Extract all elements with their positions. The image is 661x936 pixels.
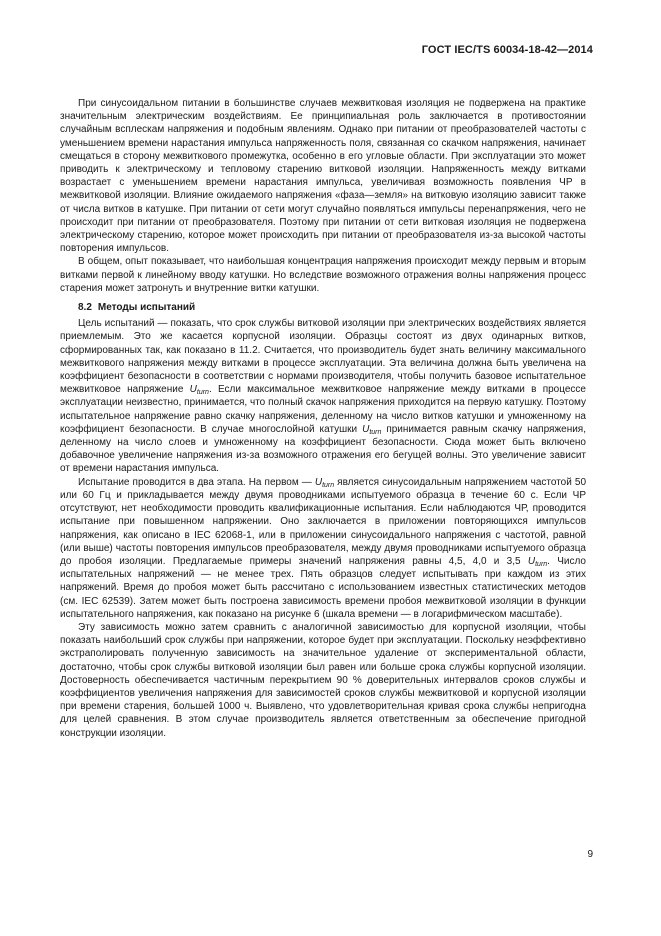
text-run: Испытание проводится в два этапа. На первом — bbox=[78, 476, 315, 488]
symbol-subscript: turn bbox=[322, 481, 335, 489]
text-run: является синусоидальным напряжением частотой 50 или 60 Гц и прикладывается между двумя проводниками испытуемого образца в течение 60 с. Если ЧР отсутствуют, нет необходимости проводить квалификационные испытания. Если наблюдаются ЧР, проводится испытание при повышенном напряжении. Оно заключается в приложении повторяющихся импульсов напряжения, как описано в IEC 62068-1, или в приложении синусоидального напряжения с частотой, равной (или выше) частоты повторения импульсов преобразователя, между двумя проводниками испытуемого образца до пробоя изоляции. Предлагаемые примеры значений напряжения равны 4,5, 4,0 и 3,5 bbox=[60, 476, 587, 567]
text-run: . Число испытательных напряжений — не менее трех. Пять образцов следует испытывать при каждом из этих напряжений. Время до пробоя может быть рассчитано с использованием известных статистических методов (см. IEC 62539). Затем может быть построена зависимость времени пробоя межвитковой изоляции в функции испытательного напряжения, как показано на рисунке 6 (шкала времени — в логарифмическом масштабе). bbox=[60, 555, 586, 620]
page-number: 9 bbox=[587, 849, 593, 860]
paragraph-intro-2: В общем, опыт показывает, что наибольшая концентрация напряжения происходит между первым и вторым витками первой к линейному вводу катушки. Но вследствие возможного отражения волны напряжения процесс старения может затронуть и внутренние витки катушки. bbox=[60, 256, 586, 294]
body-text bbox=[60, 97, 586, 740]
symbol-u: U bbox=[189, 384, 197, 396]
symbol-subscript: turn bbox=[196, 389, 209, 397]
symbol-subscript: turn bbox=[369, 428, 382, 436]
section-heading bbox=[60, 301, 586, 314]
section-number: 8.2 bbox=[78, 302, 92, 314]
paragraph-intro-1: При синусоидальном питании в большинстве случаев межвитковая изоляция не подвержена на практике значительным электрическим воздействиям. Ее принципиальная роль заключается в противостоянии случайным всплескам напряжения и подобным явлениям. Однако при питании от преобразователей частоты с уменьшением времени нарастания импульса напряженность поля, связанная со скачком напряжения, начинает смещаться в сторону межвиткового промежутка, особенно в его угловые области. При эксплуатации это может приводить к электрическому и тепловому старению витковой изоляции. Напряженность между витками возрастает с уменьшением времени нарастания импульса, увеличивая возможность появления ЧР в межвитковой изоляции. Влияние ожидаемого напряжения «фаза—земля» на витковую изоляцию зависит также от числа витков в катушке. При питании от сети могут случайно появляться импульсы перенапряжения, чего не происходит при питании от преобразователя. Поэтому при питании от сети витковая изоляция не подвержена электрическому старению, которое может происходить при питании от преобразователя из-за высокой частоты повторения импульсов. bbox=[60, 98, 586, 255]
text-run: принимается равным скачку напряжения, деленному на число слоев и умноженному на коэффициент безопасности. Сюда может быть включено добавочное увеличение напряжения из-за возможного отражения его бегущей волны. Это увеличение зависит от времени нарастания импульса. bbox=[60, 423, 586, 475]
symbol-u: U bbox=[314, 476, 323, 488]
paragraph-test-purpose bbox=[60, 317, 586, 475]
section-title: Методы испытаний bbox=[97, 302, 196, 314]
text-run: Цель испытаний — показать, что срок службы витковой изоляции при электрических воздействиях является приемлемым. Это же касается корпусной изоляции. Образцы состоят из двух одинарных витков, сформированных так, как показано в 11.2. Считается, что производитель будет знать величину максимального межвиткового напряжения между витками в процессе эксплуатации. Эта величина должна быть увеличена на коэффициент безопасности в соответствии с нормами производителя, чтобы получить базовое испытательное межвитковое напряжение bbox=[60, 318, 586, 396]
symbol-u: U bbox=[362, 423, 370, 435]
symbol-u: U bbox=[527, 555, 536, 567]
paragraph-comparison: Эту зависимость можно затем сравнить с аналогичной зависимостью для корпусной изоляции, чтобы показать наибольший срок службы при напряжении, которое будет при эксплуатации. Поскольку неэффективно экстраполировать полученную зависимость на значительное удаление от экспериментальной области, достаточно, чтобы срок службы витковой изоляции был равен или больше срока службы корпусной изоляции. Достоверность обеспечивается частичным перекрытием 90 % доверительных интервалов сроков службы и коэффициентов увеличения напряжения для зависимостей сроков службы межвитковой и корпусной изоляции при времени старения, большей 1000 ч. Выявлено, что удовлетворительная кривая срока службы непригодна для целей сравнения. В этом случае производитель является ответственным за обеспечение пригодной конструкции изоляции. bbox=[60, 621, 586, 739]
text-run: . Если максимальное межвитковое напряжение между витками в процессе эксплуатации неизвестно, принимается, что полный скачок напряжения приходится на первую катушку. Поэтому испытательное напряжение равно скачку напряжения, деленному на число витков катушки и умноженному на коэффициент безопасности. В случае многослойной катушки bbox=[60, 384, 586, 435]
paragraph-test-stages bbox=[60, 476, 586, 621]
symbol-subscript: turn bbox=[535, 560, 548, 568]
standard-header: ГОСТ IEC/TS 60034-18-42—2014 bbox=[421, 44, 593, 56]
